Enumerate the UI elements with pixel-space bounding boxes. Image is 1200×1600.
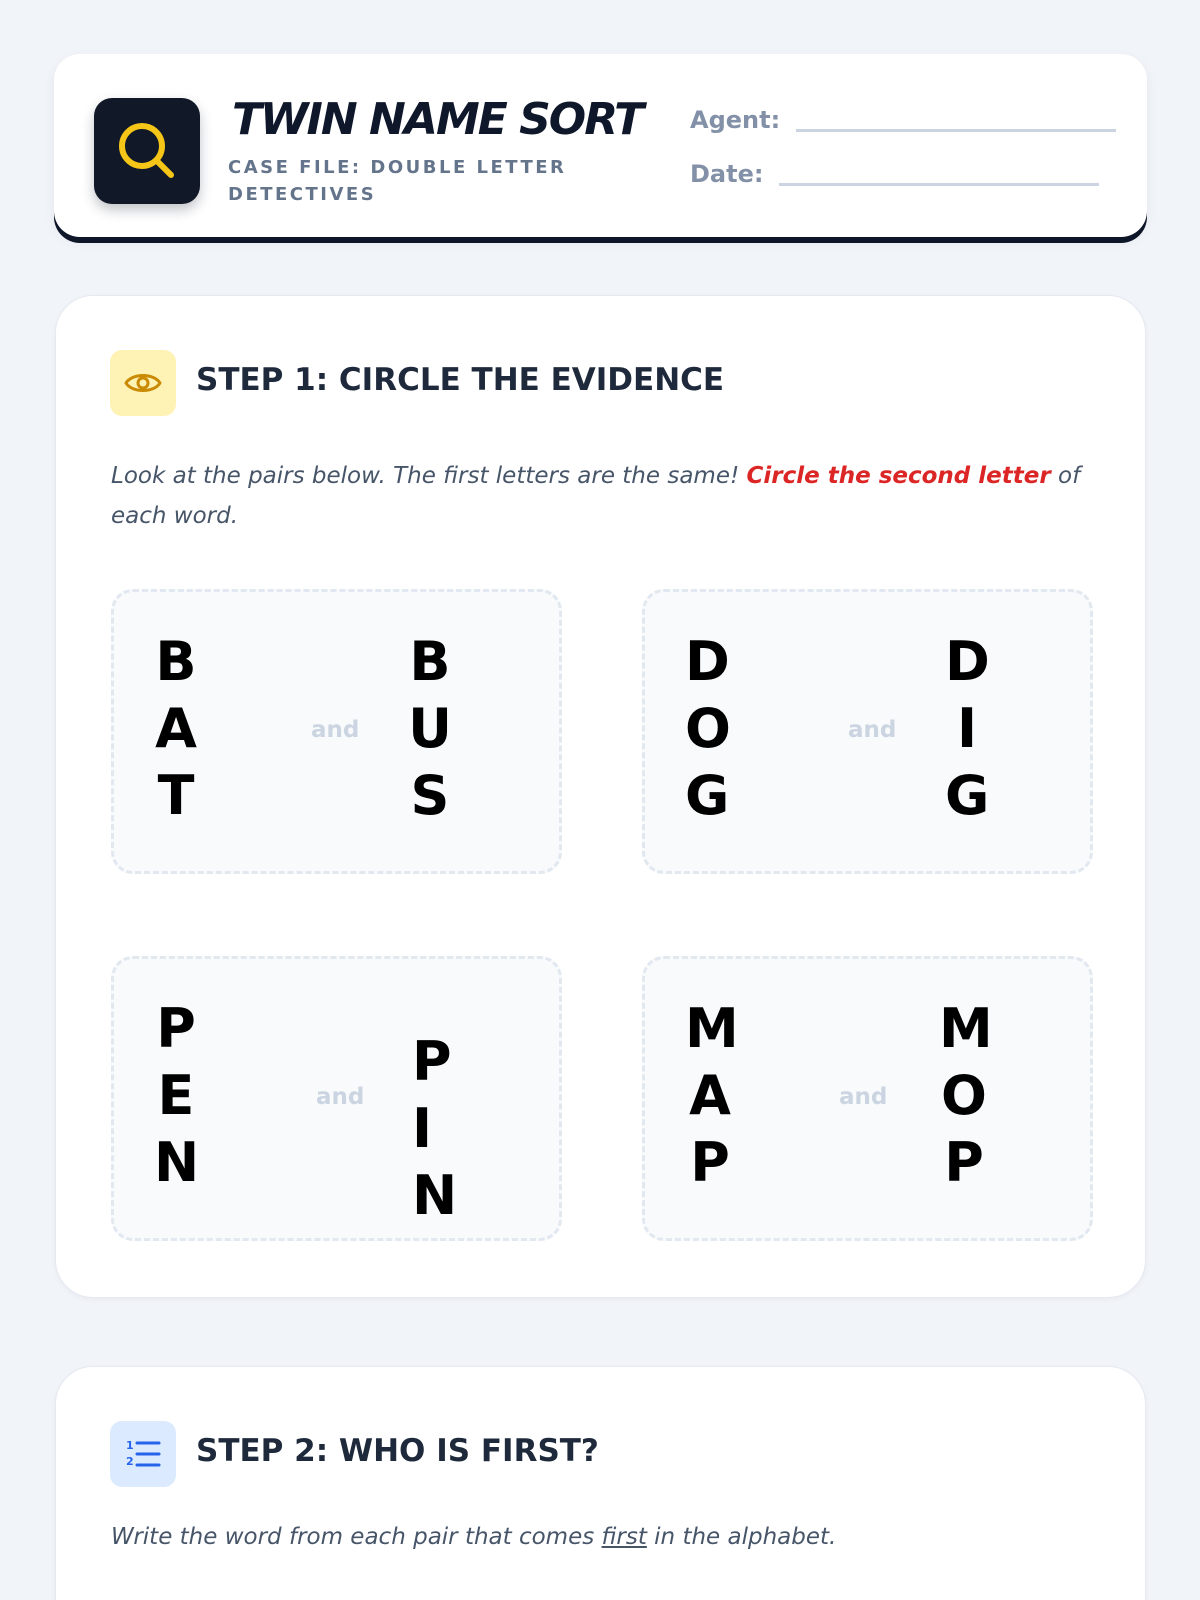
word-letter[interactable]: M [685, 997, 739, 1060]
word-letter[interactable]: A [155, 697, 197, 760]
logo [94, 98, 200, 204]
word-second[interactable] [408, 628, 452, 829]
agent-label: Agent: [690, 106, 781, 134]
word-letter[interactable]: P [156, 997, 196, 1060]
step2-card [55, 1366, 1146, 1600]
word-letter[interactable]: O [685, 697, 731, 760]
word-pair-card [642, 956, 1093, 1241]
word-first[interactable] [154, 995, 198, 1196]
word-letter[interactable]: M [939, 997, 993, 1060]
word-letter[interactable]: G [945, 764, 990, 827]
step2-instruction-start: Write the word from each pair that comes [111, 1524, 602, 1550]
word-first[interactable] [154, 628, 198, 829]
step2-icon-box [110, 1421, 176, 1487]
word-second[interactable] [939, 995, 993, 1196]
magnifier-icon [116, 120, 178, 182]
and-connector: and [839, 1084, 888, 1110]
word-letter[interactable]: P [944, 1131, 984, 1194]
step1-instruction-highlight: Circle the second letter [746, 463, 1051, 489]
word-second[interactable]: PIN [412, 1030, 484, 1227]
page-title: TWIN NAME SORT [232, 94, 643, 145]
word-letter[interactable]: B [155, 630, 197, 693]
numbered-list-icon [123, 1434, 163, 1474]
date-field [690, 160, 1099, 188]
word-first[interactable] [685, 995, 739, 1196]
step1-icon-box [110, 350, 176, 416]
word-letter[interactable]: D [685, 630, 730, 693]
date-input-line[interactable] [779, 183, 1099, 186]
date-label: Date: [690, 160, 764, 188]
word-letter[interactable]: S [410, 764, 450, 827]
word-letter[interactable]: I [956, 697, 978, 760]
word-pair-card [111, 589, 562, 874]
page-subtitle: CASE FILE: DOUBLE LETTER DETECTIVES [228, 157, 567, 205]
word-letter[interactable]: E [157, 1064, 195, 1127]
step1-instruction-start: Look at the pairs below. The first letters are the same! [111, 463, 747, 489]
word-second[interactable] [945, 628, 989, 829]
word-letter[interactable]: B [409, 630, 451, 693]
word-letter[interactable]: U [408, 697, 452, 760]
svg-text:2: 2 [126, 1455, 134, 1468]
word-letter[interactable]: P [690, 1131, 730, 1194]
step1-card [55, 295, 1146, 1298]
word-letter[interactable]: N [154, 1131, 200, 1194]
step2-instruction-end: in the alphabet. [646, 1524, 837, 1550]
word-letter[interactable]: D [945, 630, 990, 693]
agent-input-line[interactable] [796, 129, 1116, 132]
header-card [54, 54, 1147, 237]
step1-instructions [111, 456, 1096, 536]
word-letter[interactable]: O [941, 1064, 987, 1127]
word-letter[interactable]: T [157, 764, 195, 827]
agent-field [690, 106, 1116, 134]
and-connector: and [316, 1084, 365, 1110]
step1-title: STEP 1: CIRCLE THE EVIDENCE [196, 362, 725, 398]
and-connector: and [848, 717, 897, 743]
word-pair-card [111, 956, 562, 1241]
step1-instruction-end: of each word. [111, 463, 1081, 529]
and-connector: and [311, 717, 360, 743]
step2-instructions [111, 1517, 1096, 1557]
word-first[interactable] [685, 628, 729, 829]
step2-instruction-emphasis: first [601, 1524, 647, 1550]
word-letter[interactable]: A [689, 1064, 731, 1127]
eye-icon [123, 363, 163, 403]
svg-text:1: 1 [126, 1439, 134, 1452]
step2-title: STEP 2: WHO IS FIRST? [196, 1433, 599, 1469]
word-letter[interactable]: G [685, 764, 730, 827]
word-pair-card [642, 589, 1093, 874]
